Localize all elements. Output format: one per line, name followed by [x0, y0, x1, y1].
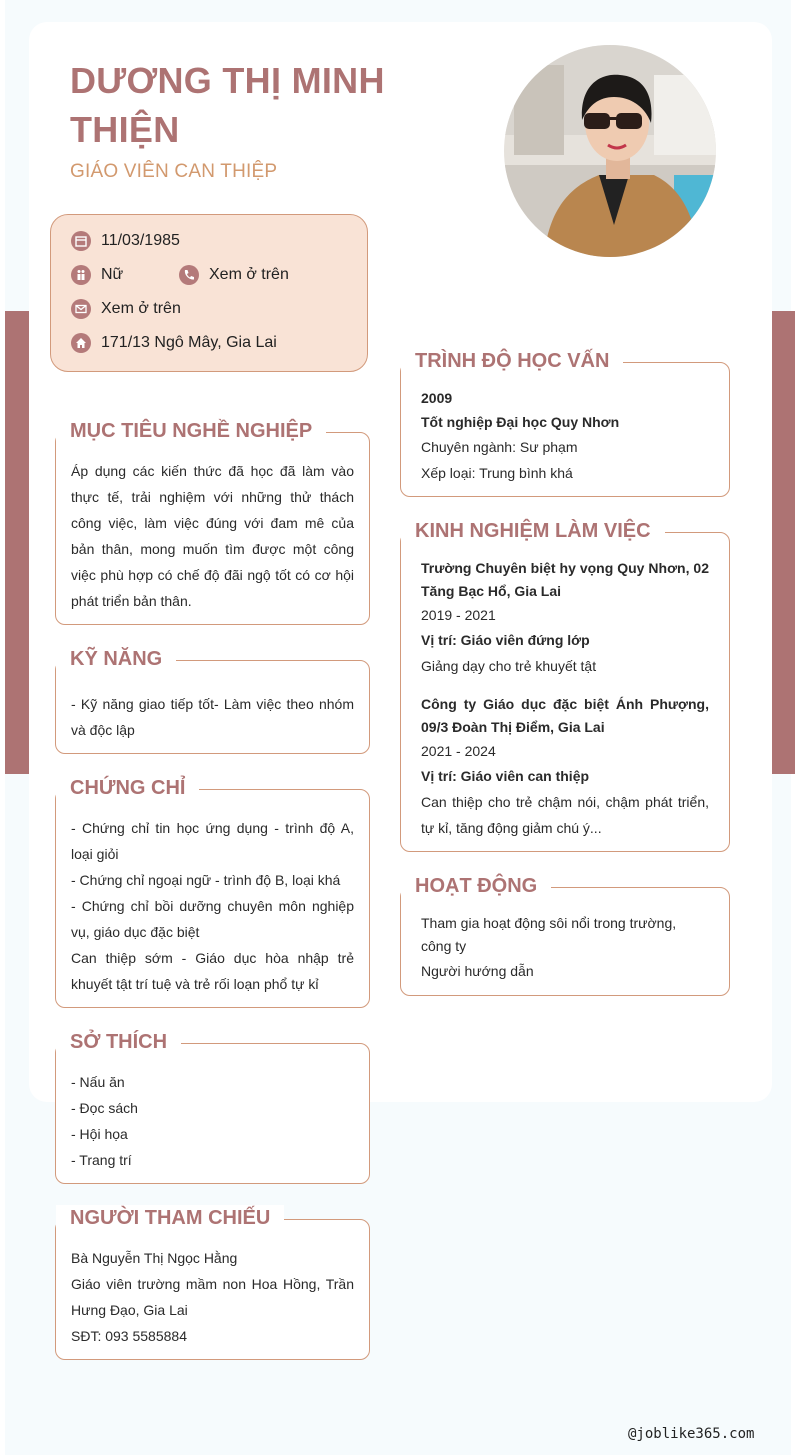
job-description: Can thiệp cho trẻ chậm nói, chậm phát triển, tự kỉ, tăng động giảm chú ý...	[421, 794, 709, 836]
job-company: Công ty Giáo dục đặc biệt Ánh Phượng, 09/3 Đoàn Thị Điểm, Gia Lai	[421, 696, 709, 735]
job-description: Giảng dạy cho trẻ khuyết tật	[421, 658, 597, 674]
address-row	[71, 333, 277, 353]
calendar-icon	[71, 231, 91, 251]
gender-value: Nữ	[101, 266, 124, 283]
education-title: TRÌNH ĐỘ HỌC VẤN	[401, 348, 623, 374]
birthday-row	[71, 231, 180, 251]
job-position: Vị trí: Giáo viên can thiệp	[421, 768, 590, 784]
left-accent-bar	[5, 311, 29, 774]
phone-icon	[179, 265, 199, 285]
email-value: Xem ở trên	[101, 300, 181, 317]
job-period: 2019 - 2021	[421, 607, 496, 623]
birthday-value: 11/03/1985	[101, 232, 180, 249]
email-row	[71, 299, 181, 319]
mail-icon	[71, 299, 91, 319]
education-school: Tốt nghiệp Đại học Quy Nhơn	[421, 414, 620, 430]
hobbies-title: SỞ THÍCH	[56, 1029, 181, 1055]
certificates-list	[71, 815, 354, 997]
reference-name: Bà Nguyễn Thị Ngọc Hằng	[71, 1250, 238, 1266]
phone-value: Xem ở trên	[209, 266, 289, 283]
certificates-title: CHỨNG CHỈ	[56, 775, 199, 801]
certificate-item: - Chứng chỉ ngoại ngữ - trình độ B, loại khá	[71, 872, 341, 888]
right-accent-bar	[772, 311, 795, 774]
certificate-item: Can thiệp sớm - Giáo dục hòa nhập trẻ khuyết tật trí tuệ và trẻ rối loạn phổ tự kỉ	[71, 950, 354, 992]
hobby-item: - Trang trí	[71, 1152, 132, 1168]
activities-title: HOẠT ĐỘNG	[401, 873, 551, 899]
candidate-name: DƯƠNG THỊ MINH THIỆN	[70, 60, 385, 150]
gender-icon	[71, 265, 91, 285]
activities-details	[421, 912, 709, 984]
reference-details	[71, 1245, 354, 1349]
gender-row	[71, 265, 123, 285]
education-year: 2009	[421, 390, 453, 406]
job-period: 2021 - 2024	[421, 743, 496, 759]
experience-title: KINH NGHIỆM LÀM VIỆC	[401, 518, 665, 544]
activities-role: Người hướng dẫn	[421, 963, 534, 979]
experience-job	[421, 557, 709, 679]
certificate-item: - Chứng chỉ bồi dưỡng chuyên môn nghiệp vụ, giáo dục đặc biệt	[71, 898, 354, 940]
objective-title: MỤC TIÊU NGHỀ NGHIỆP	[56, 418, 326, 444]
references-title: NGƯỜI THAM CHIẾU	[56, 1205, 284, 1231]
job-position: Vị trí: Giáo viên đứng lớp	[421, 632, 590, 648]
skills-text: - Kỹ năng giao tiếp tốt- Làm việc theo nhóm và độc lập	[71, 696, 354, 738]
phone-row	[179, 265, 289, 285]
hobby-item: - Hội họa	[71, 1126, 128, 1142]
activities-text: Tham gia hoạt động sôi nổi trong trường, công ty	[421, 915, 677, 954]
watermark: @joblike365.com	[628, 1426, 755, 1442]
objective-text: Áp dụng các kiến thức đã học đã làm vào thực tế, trải nghiệm với những thử thách công việc, làm việc đúng với đam mê của bản thân, mong muốn tìm được một công việc phù hợp có chế độ đãi ngộ tốt có cơ hội phát triển bản thân.	[71, 463, 354, 609]
job-title: GIÁO VIÊN CAN THIỆP	[70, 161, 278, 182]
reference-position: Giáo viên trường mầm non Hoa Hồng, Trần Hưng Đạo, Gia Lai	[71, 1276, 354, 1318]
hobbies-list	[71, 1069, 354, 1173]
experience-job	[421, 693, 709, 841]
education-grade: Xếp loại: Trung bình khá	[421, 465, 573, 481]
home-icon	[71, 333, 91, 353]
hobby-item: - Đọc sách	[71, 1100, 138, 1116]
avatar	[504, 45, 716, 257]
education-major: Chuyên ngành: Sư phạm	[421, 439, 578, 455]
job-company: Trường Chuyên biệt hy vọng Quy Nhơn, 02 Tăng Bạc Hổ, Gia Lai	[421, 560, 709, 599]
skills-title: KỸ NĂNG	[56, 646, 176, 672]
certificate-item: - Chứng chỉ tin học ứng dụng - trình độ A, loại giỏi	[71, 820, 354, 862]
address-value: 171/13 Ngô Mây, Gia Lai	[101, 334, 277, 351]
education-details	[421, 386, 709, 486]
hobby-item: - Nấu ăn	[71, 1074, 125, 1090]
reference-phone: SĐT: 093 5585884	[71, 1328, 187, 1344]
